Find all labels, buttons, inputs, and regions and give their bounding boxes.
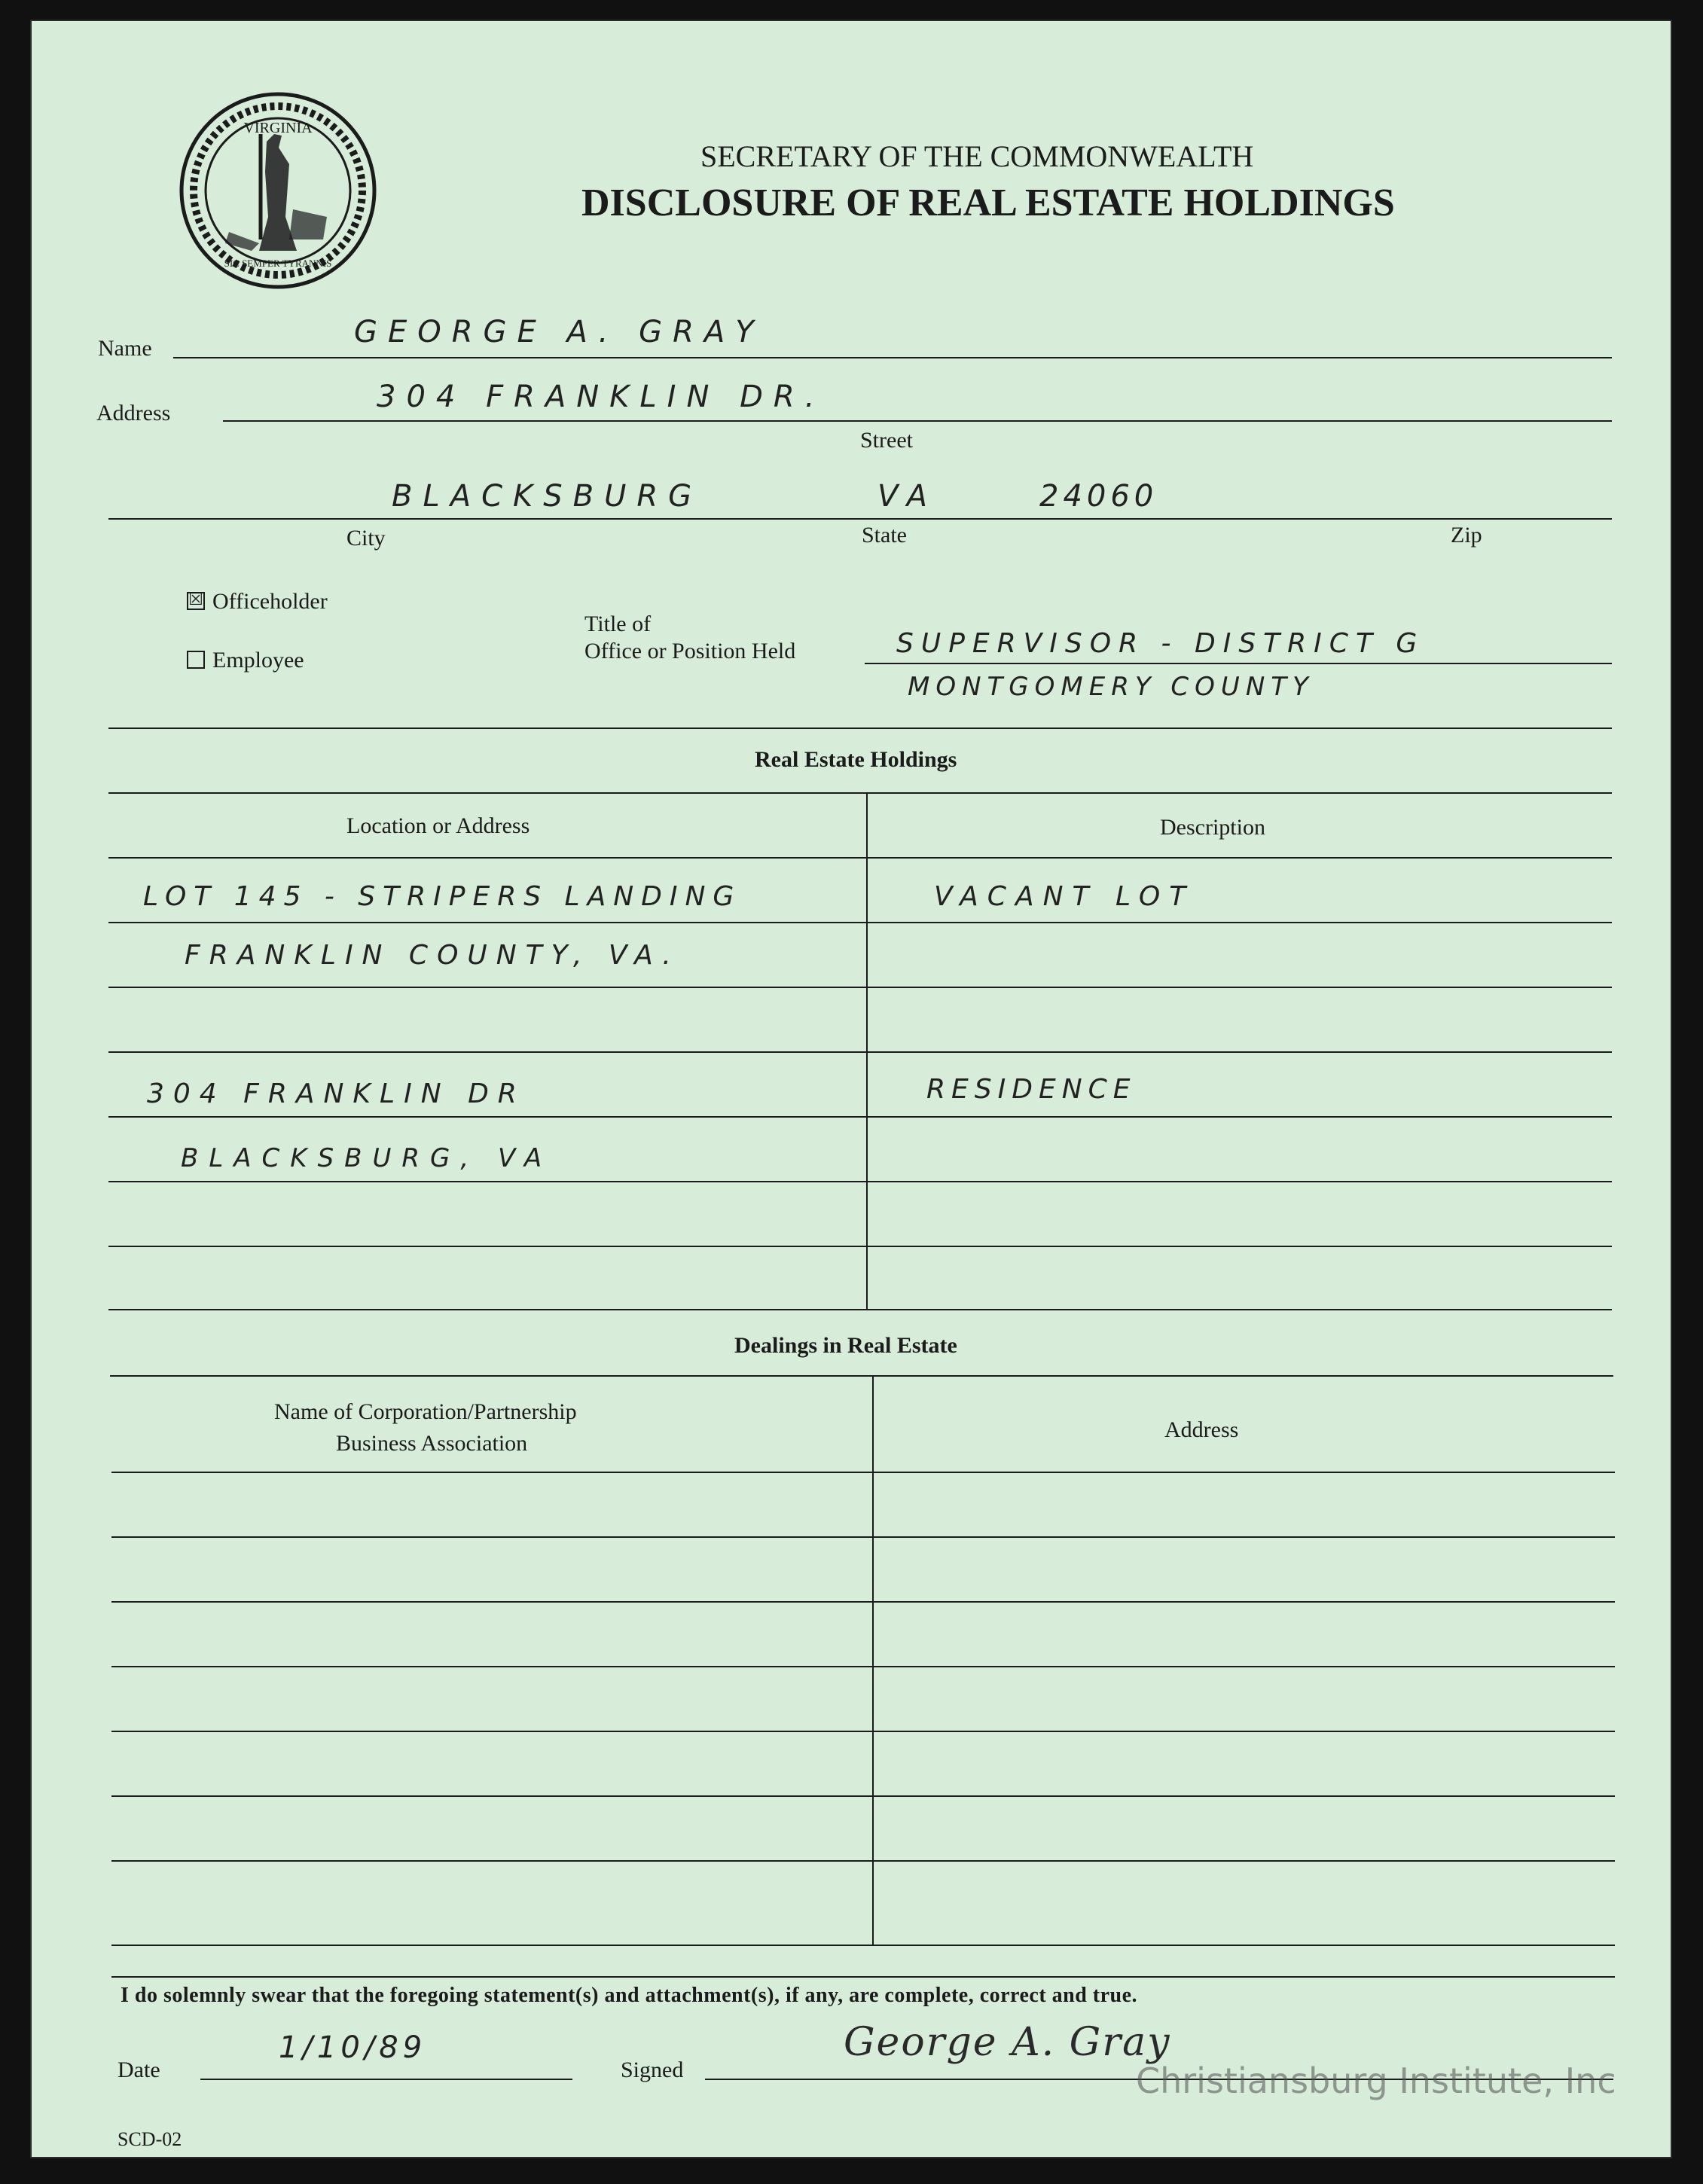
dealings-col-address: Address bbox=[1164, 1417, 1239, 1442]
dealings-bottom-line bbox=[111, 1976, 1615, 1978]
seal-motto: SIC SEMPER TYRANNIS bbox=[224, 258, 332, 269]
name-underline bbox=[173, 357, 1612, 358]
watermark: Christiansburg Institute, Inc bbox=[1136, 2060, 1616, 2101]
holdings-row-line bbox=[108, 1309, 1612, 1310]
dealings-row-line bbox=[111, 1536, 1615, 1538]
zip-caption: Zip bbox=[1451, 523, 1482, 548]
date-label: Date bbox=[118, 2057, 160, 2082]
title-underline bbox=[865, 663, 1612, 664]
officeholder-checkbox[interactable]: ☒ bbox=[187, 592, 205, 610]
dealings-row-line bbox=[111, 1945, 1615, 1946]
city-caption: City bbox=[346, 526, 386, 551]
officeholder-option[interactable] bbox=[187, 589, 328, 615]
dealings-header-top bbox=[110, 1375, 1613, 1377]
zip-value[interactable]: 24060 bbox=[1039, 479, 1158, 514]
dealings-col-name-1: Name of Corporation/Partnership bbox=[274, 1399, 577, 1424]
title-label-1: Title of bbox=[584, 612, 652, 636]
dealings-row-line bbox=[111, 1795, 1615, 1797]
holding-2-description[interactable]: RESIDENCE bbox=[926, 1074, 1137, 1105]
city-value[interactable]: BLACKSBURG bbox=[392, 479, 703, 514]
city-underline bbox=[108, 518, 1612, 520]
holding-2-location-line1[interactable]: 304 FRANKLIN DR bbox=[147, 1078, 526, 1109]
name-label: Name bbox=[98, 336, 152, 361]
holdings-row-line bbox=[108, 1181, 1612, 1182]
street-caption: Street bbox=[860, 428, 913, 453]
title-label-2: Office or Position Held bbox=[584, 639, 796, 663]
virginia-seal-icon bbox=[176, 89, 380, 292]
officeholder-label: Officeholder bbox=[212, 589, 328, 614]
state-caption: State bbox=[862, 523, 907, 548]
state-value[interactable]: VA bbox=[877, 479, 938, 514]
dealings-col-name-2: Business Association bbox=[336, 1431, 528, 1456]
seal-text: VIRGINIA bbox=[243, 120, 313, 136]
holding-1-location-line2[interactable]: FRANKLIN COUNTY, VA. bbox=[185, 940, 680, 971]
holding-1-description[interactable]: VACANT LOT bbox=[934, 881, 1195, 912]
oath-statement: I do solemnly swear that the foregoing statement(s) and attachment(s), if any, are complete, correct and true. bbox=[121, 1984, 1138, 2007]
title-value-1[interactable]: SUPERVISOR - DISTRICT G bbox=[896, 628, 1425, 659]
title-value-2[interactable]: MONTGOMERY COUNTY bbox=[908, 672, 1314, 702]
date-value[interactable]: 1/10/89 bbox=[279, 2030, 427, 2065]
holdings-header-top bbox=[108, 792, 1612, 794]
dealings-column-divider bbox=[872, 1375, 874, 1945]
dealings-row-line bbox=[111, 1472, 1615, 1473]
dealings-row-line bbox=[111, 1601, 1615, 1603]
employee-option[interactable] bbox=[187, 648, 304, 673]
holdings-col-location: Location or Address bbox=[346, 813, 530, 838]
name-value[interactable]: GEORGE A. GRAY bbox=[354, 315, 765, 349]
holdings-row-line bbox=[108, 1116, 1612, 1118]
holdings-heading: Real Estate Holdings bbox=[755, 747, 957, 772]
section-divider-top bbox=[108, 727, 1612, 729]
holding-1-location-line1[interactable]: LOT 145 - STRIPERS LANDING bbox=[143, 881, 742, 912]
dealings-row-line bbox=[111, 1731, 1615, 1732]
street-underline bbox=[223, 420, 1612, 422]
address-label: Address bbox=[96, 401, 171, 426]
holdings-row-line bbox=[108, 1246, 1612, 1247]
holding-2-location-line2[interactable]: BLACKSBURG, VA bbox=[181, 1143, 553, 1173]
dealings-heading: Dealings in Real Estate bbox=[734, 1333, 957, 1358]
form-code: SCD-02 bbox=[118, 2128, 182, 2150]
dealings-row-line bbox=[111, 1860, 1615, 1862]
signed-label: Signed bbox=[621, 2057, 684, 2082]
holdings-col-description: Description bbox=[1160, 815, 1265, 840]
street-value[interactable]: 304 FRANKLIN DR. bbox=[377, 380, 826, 414]
employee-checkbox[interactable] bbox=[187, 651, 205, 669]
dealings-row-line bbox=[111, 1666, 1615, 1667]
holdings-row-line bbox=[108, 987, 1612, 988]
date-underline bbox=[200, 2079, 572, 2080]
employee-label: Employee bbox=[212, 648, 304, 673]
holdings-row-line bbox=[108, 1051, 1612, 1053]
holdings-row-line bbox=[108, 857, 1612, 859]
holdings-row-line bbox=[108, 922, 1612, 923]
holdings-column-divider bbox=[866, 792, 868, 1309]
form-page bbox=[30, 20, 1672, 2158]
form-title: DISCLOSURE OF REAL ESTATE HOLDINGS bbox=[581, 181, 1395, 224]
signature: George A. Gray bbox=[844, 2020, 1171, 2065]
header-secretary: SECRETARY OF THE COMMONWEALTH bbox=[700, 139, 1254, 173]
